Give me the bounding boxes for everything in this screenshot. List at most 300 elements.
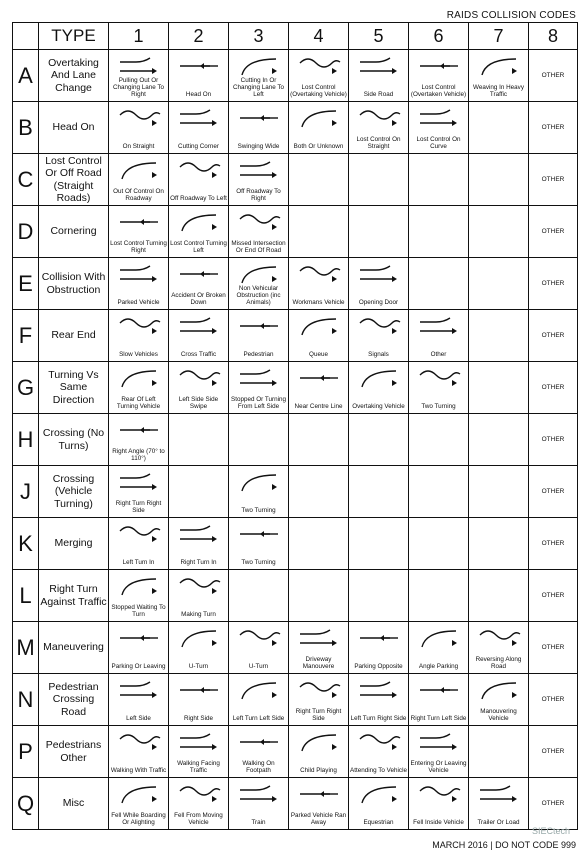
code-cell-label: Walking With Traffic xyxy=(110,767,167,775)
code-cell xyxy=(109,258,169,310)
code-cell xyxy=(409,414,469,466)
code-cell-label: Angle Parking xyxy=(418,663,459,671)
code-cell xyxy=(169,362,229,414)
code-cell xyxy=(349,102,409,154)
code-cell-label: Equestrian xyxy=(363,819,394,827)
code-cell xyxy=(229,310,289,362)
code-cell-label: Right Turn Left Side xyxy=(410,715,467,723)
code-cell xyxy=(169,258,229,310)
movement-diagram-icon xyxy=(416,53,462,79)
code-cell xyxy=(229,622,289,674)
row-code: D xyxy=(13,206,39,258)
movement-diagram-icon xyxy=(236,157,282,183)
code-cell xyxy=(409,154,469,206)
code-cell xyxy=(409,466,469,518)
code-cell xyxy=(409,258,469,310)
row-type-name: Overtaking And Lane Change xyxy=(39,50,109,102)
row-code: Q xyxy=(13,778,39,830)
movement-diagram-icon xyxy=(356,729,402,755)
table-row xyxy=(13,726,578,778)
code-cell xyxy=(289,310,349,362)
code-cell xyxy=(169,154,229,206)
code-cell-label: Left Side Side Swipe xyxy=(178,396,219,411)
movement-diagram-icon xyxy=(416,677,462,703)
other-cell: OTHER xyxy=(529,362,578,414)
code-cell-label: Trailer Or Load xyxy=(477,819,520,827)
movement-diagram-icon xyxy=(296,729,342,755)
code-cell xyxy=(349,674,409,726)
code-cell-label: Parked Vehicle xyxy=(117,299,160,307)
code-cell xyxy=(409,726,469,778)
code-cell xyxy=(229,206,289,258)
movement-diagram-icon xyxy=(236,313,282,339)
table-row xyxy=(13,778,578,830)
code-cell xyxy=(409,778,469,830)
other-cell: OTHER xyxy=(529,570,578,622)
row-code: P xyxy=(13,726,39,778)
movement-diagram-icon xyxy=(236,521,282,547)
code-cell xyxy=(289,674,349,726)
code-cell-label: Fell Inside Vehicle xyxy=(413,819,464,827)
other-cell: OTHER xyxy=(529,726,578,778)
code-cell xyxy=(349,466,409,518)
movement-diagram-icon xyxy=(236,105,282,131)
code-cell-label: Missed Intersection Or End Of Road xyxy=(231,240,286,255)
code-cell-label: Lost Control (Overtaking Vehicle) xyxy=(290,84,347,99)
other-cell: OTHER xyxy=(529,310,578,362)
movement-diagram-icon xyxy=(176,729,222,755)
movement-diagram-icon xyxy=(296,625,342,651)
code-cell xyxy=(169,466,229,518)
code-cell-label: Workmans Vehicle xyxy=(292,299,345,307)
table-row xyxy=(13,50,578,102)
code-cell-label: Entering Or Leaving Vehicle xyxy=(410,760,467,775)
movement-diagram-icon xyxy=(116,365,162,391)
movement-diagram-icon xyxy=(416,313,462,339)
code-cell-label: Attending To Vehicle xyxy=(350,767,407,775)
code-cell xyxy=(109,206,169,258)
row-type-name: Maneuvering xyxy=(39,622,109,674)
code-cell-label: Stopped Or Turning From Left Side xyxy=(231,396,286,411)
column-header-5: 5 xyxy=(349,23,409,50)
watermark-logo: SIECtech xyxy=(531,826,570,836)
row-code: K xyxy=(13,518,39,570)
code-cell xyxy=(169,570,229,622)
movement-diagram-icon xyxy=(176,261,222,287)
code-cell-label: Left Turn In xyxy=(122,559,155,567)
code-cell-label: Side Road xyxy=(363,91,394,99)
code-cell xyxy=(229,778,289,830)
code-cell xyxy=(289,154,349,206)
code-cell-label: Manouvering Vehicle xyxy=(480,708,517,723)
movement-diagram-icon xyxy=(116,313,162,339)
code-cell xyxy=(469,726,529,778)
movement-diagram-icon xyxy=(476,625,522,651)
movement-diagram-icon xyxy=(416,781,462,807)
code-cell-label: Two Turning xyxy=(241,559,276,567)
movement-diagram-icon xyxy=(476,53,522,79)
code-cell xyxy=(169,310,229,362)
code-cell xyxy=(469,414,529,466)
code-cell xyxy=(229,154,289,206)
table-row xyxy=(13,362,578,414)
movement-diagram-icon xyxy=(236,781,282,807)
movement-diagram-icon xyxy=(116,469,162,495)
code-cell-label: Parking Or Leaving xyxy=(111,663,166,671)
table-row xyxy=(13,154,578,206)
code-cell xyxy=(349,154,409,206)
movement-diagram-icon xyxy=(416,365,462,391)
column-header-8: 8 xyxy=(529,23,578,50)
movement-diagram-icon xyxy=(116,781,162,807)
row-type-name: Pedestrians Other xyxy=(39,726,109,778)
code-cell xyxy=(169,50,229,102)
code-cell xyxy=(409,206,469,258)
table-row xyxy=(13,570,578,622)
code-cell-label: Lost Control On Curve xyxy=(416,136,461,151)
movement-diagram-icon xyxy=(416,105,462,131)
column-header-3: 3 xyxy=(229,23,289,50)
code-cell-label: Pedestrian xyxy=(243,351,274,359)
code-cell-label: Two Turning xyxy=(421,403,456,411)
table-row xyxy=(13,206,578,258)
type-header: TYPE xyxy=(39,23,109,50)
code-cell-label: Cutting Corner xyxy=(178,143,219,151)
other-cell: OTHER xyxy=(529,622,578,674)
code-cell-label: U-Turn xyxy=(248,663,269,671)
code-cell xyxy=(469,570,529,622)
code-cell-label: Fell From Moving Vehicle xyxy=(174,812,223,827)
code-cell xyxy=(289,50,349,102)
code-cell-label: Swinging Wide xyxy=(237,143,280,151)
code-cell xyxy=(109,778,169,830)
code-cell-label: Lost Control Turning Left xyxy=(170,240,227,255)
code-cell xyxy=(109,518,169,570)
movement-diagram-icon xyxy=(356,105,402,131)
row-type-name: Crossing (No Turns) xyxy=(39,414,109,466)
movement-diagram-icon xyxy=(176,573,222,599)
movement-diagram-icon xyxy=(356,261,402,287)
code-cell xyxy=(349,570,409,622)
code-cell xyxy=(349,258,409,310)
code-cell-label: Parked Vehicle Ran Away xyxy=(290,812,347,827)
code-cell-label: Two Turning xyxy=(241,507,276,515)
movement-diagram-icon xyxy=(356,53,402,79)
movement-diagram-icon xyxy=(176,365,222,391)
code-cell xyxy=(229,102,289,154)
code-cell xyxy=(349,414,409,466)
code-cell xyxy=(229,362,289,414)
movement-diagram-icon xyxy=(116,261,162,287)
code-cell xyxy=(349,778,409,830)
code-cell xyxy=(229,466,289,518)
row-code: M xyxy=(13,622,39,674)
code-cell-label: Slow Vehicles xyxy=(119,351,158,359)
code-cell xyxy=(469,466,529,518)
code-cell xyxy=(109,622,169,674)
code-cell xyxy=(109,362,169,414)
other-cell: OTHER xyxy=(529,466,578,518)
code-cell xyxy=(349,310,409,362)
header-row xyxy=(13,23,578,50)
code-cell-label: Left Turn Right Side xyxy=(350,715,407,723)
code-cell xyxy=(109,674,169,726)
row-type-name: Merging xyxy=(39,518,109,570)
code-cell-label: U-Turn xyxy=(188,663,209,671)
code-cell xyxy=(289,206,349,258)
code-cell xyxy=(289,622,349,674)
row-type-name: Cornering xyxy=(39,206,109,258)
code-cell xyxy=(289,778,349,830)
movement-diagram-icon xyxy=(116,105,162,131)
code-cell-label: Walking Facing Traffic xyxy=(177,760,220,775)
movement-diagram-icon xyxy=(116,157,162,183)
code-cell xyxy=(229,414,289,466)
code-cell-label: Parking Opposite xyxy=(354,663,403,671)
code-cell-label: Right Side xyxy=(183,715,214,723)
row-code: L xyxy=(13,570,39,622)
movement-diagram-icon xyxy=(236,677,282,703)
code-cell xyxy=(469,154,529,206)
code-cell xyxy=(409,102,469,154)
code-cell-label: Queue xyxy=(309,351,328,359)
code-cell-label: Right Turn Right Side xyxy=(115,500,162,515)
row-code: B xyxy=(13,102,39,154)
code-cell xyxy=(409,518,469,570)
movement-diagram-icon xyxy=(296,261,342,287)
code-cell-label: Making Turn xyxy=(181,611,216,619)
table-row xyxy=(13,258,578,310)
code-cell-label: Both Or Unknown xyxy=(293,143,344,151)
movement-diagram-icon xyxy=(356,313,402,339)
code-cell xyxy=(349,362,409,414)
row-type-name: Turning Vs Same Direction xyxy=(39,362,109,414)
code-cell-label: Other xyxy=(430,351,447,359)
movement-diagram-icon xyxy=(176,521,222,547)
movement-diagram-icon xyxy=(296,365,342,391)
code-cell-label: Accident Or Broken Down xyxy=(171,292,226,307)
code-cell xyxy=(469,674,529,726)
row-type-name: Rear End xyxy=(39,310,109,362)
code-cell xyxy=(229,726,289,778)
code-cell xyxy=(289,570,349,622)
code-cell xyxy=(169,778,229,830)
row-type-name: Collision With Obstruction xyxy=(39,258,109,310)
code-cell xyxy=(289,414,349,466)
row-code: G xyxy=(13,362,39,414)
movement-diagram-icon xyxy=(116,625,162,651)
other-cell: OTHER xyxy=(529,206,578,258)
movement-diagram-icon xyxy=(176,781,222,807)
movement-diagram-icon xyxy=(236,469,282,495)
movement-diagram-icon xyxy=(416,625,462,651)
movement-diagram-icon xyxy=(416,729,462,755)
code-cell-label: Cross Traffic xyxy=(180,351,217,359)
movement-diagram-icon xyxy=(356,625,402,651)
movement-diagram-icon xyxy=(296,105,342,131)
movement-diagram-icon xyxy=(356,365,402,391)
code-cell xyxy=(229,674,289,726)
movement-diagram-icon xyxy=(116,573,162,599)
code-cell-label: Out Of Control On Roadway xyxy=(113,188,164,203)
code-cell xyxy=(289,102,349,154)
code-cell xyxy=(349,206,409,258)
code-cell-label: Overtaking Vehicle xyxy=(352,403,405,411)
code-cell-label: Right Turn Right Side xyxy=(295,708,342,723)
code-cell-label: Pulling Out Or Changing Lane To Right xyxy=(112,77,164,99)
code-cell xyxy=(169,206,229,258)
row-type-name: Lost Control Or Off Road (Straight Roads) xyxy=(39,154,109,206)
code-cell-label: Rear Of Left Turning Vehicle xyxy=(116,396,161,411)
movement-diagram-icon xyxy=(296,53,342,79)
code-cell xyxy=(469,206,529,258)
code-cell xyxy=(409,310,469,362)
movement-diagram-icon xyxy=(116,417,162,443)
movement-diagram-icon xyxy=(116,53,162,79)
code-cell-label: Right Turn In xyxy=(180,559,217,567)
movement-diagram-icon xyxy=(116,729,162,755)
code-cell xyxy=(349,50,409,102)
row-code: E xyxy=(13,258,39,310)
movement-diagram-icon xyxy=(116,209,162,235)
column-header-7: 7 xyxy=(469,23,529,50)
movement-diagram-icon xyxy=(176,313,222,339)
movement-diagram-icon xyxy=(476,677,522,703)
code-cell-label: Walking On Footpath xyxy=(242,760,275,775)
row-type-name: Right Turn Against Traffic xyxy=(39,570,109,622)
document-title: RAIDS COLLISION CODES xyxy=(446,10,576,21)
code-cell xyxy=(229,258,289,310)
movement-diagram-icon xyxy=(176,105,222,131)
code-cell-label: Cutting In Or Changing Lane To Left xyxy=(232,77,284,99)
code-cell xyxy=(169,414,229,466)
movement-diagram-icon xyxy=(236,365,282,391)
code-cell-label: On Straight xyxy=(122,143,155,151)
table-row xyxy=(13,518,578,570)
column-header-4: 4 xyxy=(289,23,349,50)
code-cell-label: Left Side xyxy=(126,715,151,723)
code-cell xyxy=(409,622,469,674)
code-cell-label: Train xyxy=(251,819,266,827)
code-cell xyxy=(169,102,229,154)
code-cell xyxy=(409,674,469,726)
movement-diagram-icon xyxy=(296,781,342,807)
movement-diagram-icon xyxy=(176,625,222,651)
code-cell xyxy=(169,518,229,570)
code-cell xyxy=(409,50,469,102)
table-row xyxy=(13,102,578,154)
collision-codes-table xyxy=(12,22,578,830)
code-cell xyxy=(229,50,289,102)
code-cell-label: Lost Control On Straight xyxy=(356,136,401,151)
movement-diagram-icon xyxy=(236,729,282,755)
other-cell: OTHER xyxy=(529,674,578,726)
code-cell xyxy=(469,258,529,310)
row-code: N xyxy=(13,674,39,726)
column-header-1: 1 xyxy=(109,23,169,50)
code-cell xyxy=(469,102,529,154)
row-code: C xyxy=(13,154,39,206)
row-type-name: Crossing (Vehicle Turning) xyxy=(39,466,109,518)
code-cell xyxy=(169,622,229,674)
code-cell-label: Lost Control Turning Right xyxy=(110,240,167,255)
code-cell xyxy=(469,622,529,674)
other-cell: OTHER xyxy=(529,414,578,466)
code-cell xyxy=(169,674,229,726)
movement-diagram-icon xyxy=(176,157,222,183)
code-cell xyxy=(109,50,169,102)
footer-note: MARCH 2016 | DO NOT CODE 999 xyxy=(432,840,576,850)
code-cell-label: Right Angle (70° to 110°) xyxy=(112,448,165,463)
code-cell xyxy=(109,102,169,154)
code-cell xyxy=(469,362,529,414)
code-cell-label: Opening Door xyxy=(358,299,399,307)
row-code: H xyxy=(13,414,39,466)
row-type-name: Head On xyxy=(39,102,109,154)
table-row xyxy=(13,622,578,674)
other-cell: OTHER xyxy=(529,102,578,154)
code-cell xyxy=(469,50,529,102)
row-type-name: Pedestrian Crossing Road xyxy=(39,674,109,726)
movement-diagram-icon xyxy=(476,781,522,807)
movement-diagram-icon xyxy=(116,677,162,703)
code-cell-label: Non Vehicular Obstruction (inc Animals) xyxy=(236,285,281,307)
table-row xyxy=(13,414,578,466)
code-cell xyxy=(469,518,529,570)
code-cell xyxy=(109,466,169,518)
code-cell xyxy=(469,310,529,362)
code-cell xyxy=(229,570,289,622)
code-cell xyxy=(289,362,349,414)
code-cell-label: Reversing Along Road xyxy=(475,656,522,671)
movement-diagram-icon xyxy=(356,781,402,807)
corner-cell xyxy=(13,23,39,50)
code-cell xyxy=(109,414,169,466)
code-cell-label: Weaving In Heavy Traffic xyxy=(473,84,524,99)
code-cell xyxy=(289,258,349,310)
movement-diagram-icon xyxy=(236,625,282,651)
row-type-name: Misc xyxy=(39,778,109,830)
code-cell xyxy=(109,570,169,622)
code-cell xyxy=(289,466,349,518)
code-cell-label: Lost Control (Overtaken Vehicle) xyxy=(410,84,467,99)
table-row xyxy=(13,674,578,726)
code-cell xyxy=(109,726,169,778)
code-cell-label: Off Roadway To Right xyxy=(236,188,281,203)
movement-diagram-icon xyxy=(236,261,282,287)
code-cell xyxy=(169,726,229,778)
code-cell xyxy=(289,518,349,570)
code-cell xyxy=(469,778,529,830)
code-cell xyxy=(349,726,409,778)
code-cell-label: Driveway Manouvere xyxy=(302,656,335,671)
code-cell xyxy=(109,154,169,206)
row-code: J xyxy=(13,466,39,518)
movement-diagram-icon xyxy=(176,53,222,79)
movement-diagram-icon xyxy=(176,209,222,235)
code-cell-label: Signals xyxy=(368,351,389,359)
table-row xyxy=(13,310,578,362)
code-cell-label: Left Turn Left Side xyxy=(232,715,285,723)
other-cell: OTHER xyxy=(529,258,578,310)
code-cell-label: Head On xyxy=(185,91,212,99)
column-header-6: 6 xyxy=(409,23,469,50)
code-cell-label: Fell While Boarding Or Alighting xyxy=(111,812,166,827)
code-cell-label: Child Playing xyxy=(300,767,337,775)
code-cell xyxy=(289,726,349,778)
code-cell xyxy=(109,310,169,362)
movement-diagram-icon xyxy=(296,313,342,339)
